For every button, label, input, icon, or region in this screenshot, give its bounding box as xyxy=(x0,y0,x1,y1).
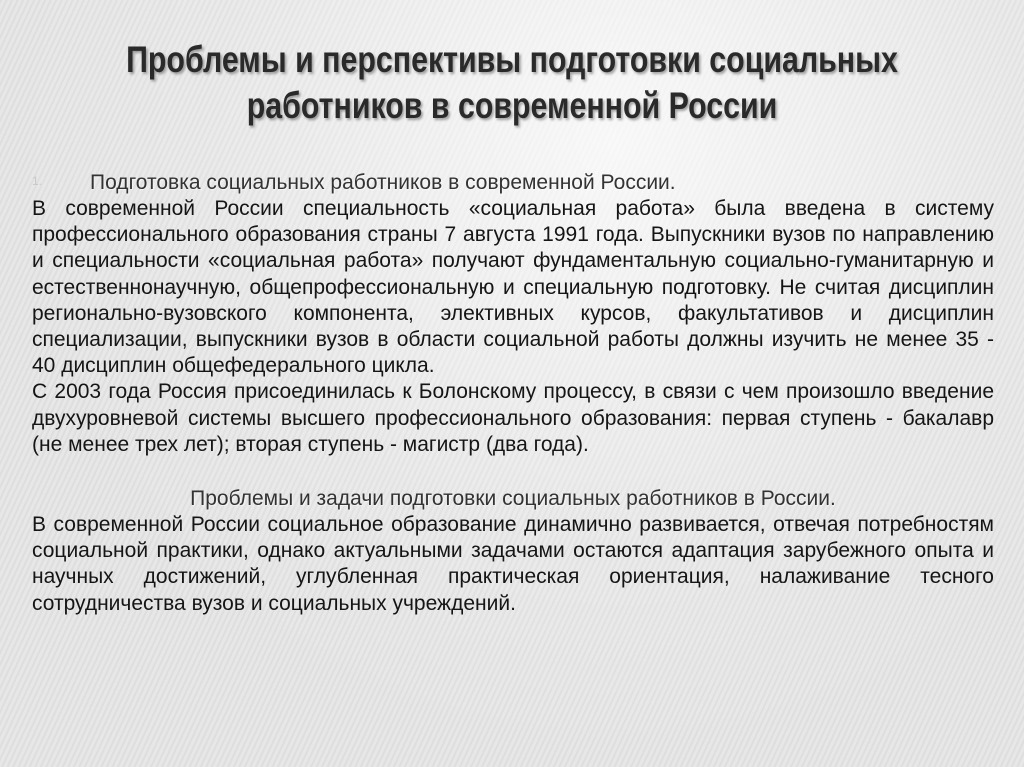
section-paragraph-bologna: С 2003 года Россия присоединилась к Болонскому процессу, в связи с чем произошло введение двухуровневой системы высшего профессионального образования: первая ступень - бакалавр (не менее трех лет); вторая ступень - магистр (два года). xyxy=(32,380,994,456)
slide-title-line-2: работников в современной России xyxy=(246,84,778,126)
slide-title-line-1: Проблемы и перспективы подготовки социальных xyxy=(126,38,898,80)
section-heading-preparation: Подготовка социальных работников в современной России. xyxy=(90,171,676,194)
slide-title xyxy=(125,37,899,129)
slide-content xyxy=(32,170,994,617)
section-paragraph-specialty: В современной России специальность «социальная работа» была введена в систему профессионального образования страны 7 августа 1991 года. Выпускники вузов по направлению и специальности «социальная работа» получают фундаментальную социально-гуманитарную и естественнонаучную, общепрофессиональную и специальную подготовку. Не считая дисциплин регионально-вузовского компонента, элективных курсов, факультативов и дисциплин специализации, выпускники вузов в области социальной работы должны изучить не менее 35 - 40 дисциплин общефедерального цикла. xyxy=(32,197,994,378)
section-number: 1. xyxy=(32,174,43,188)
section-heading-problems: Проблемы и задачи подготовки социальных работников в России. xyxy=(190,487,836,511)
section-paragraph-tasks: В современной России социальное образование динамично развивается, отвечая потребностям социальной практики, однако актуальными задачами остаются адаптация зарубежного опыта и научных достижений, углубленная практическая ориентация, налаживание тесного сотрудничества вузов и социальных учреждений. xyxy=(32,513,994,615)
